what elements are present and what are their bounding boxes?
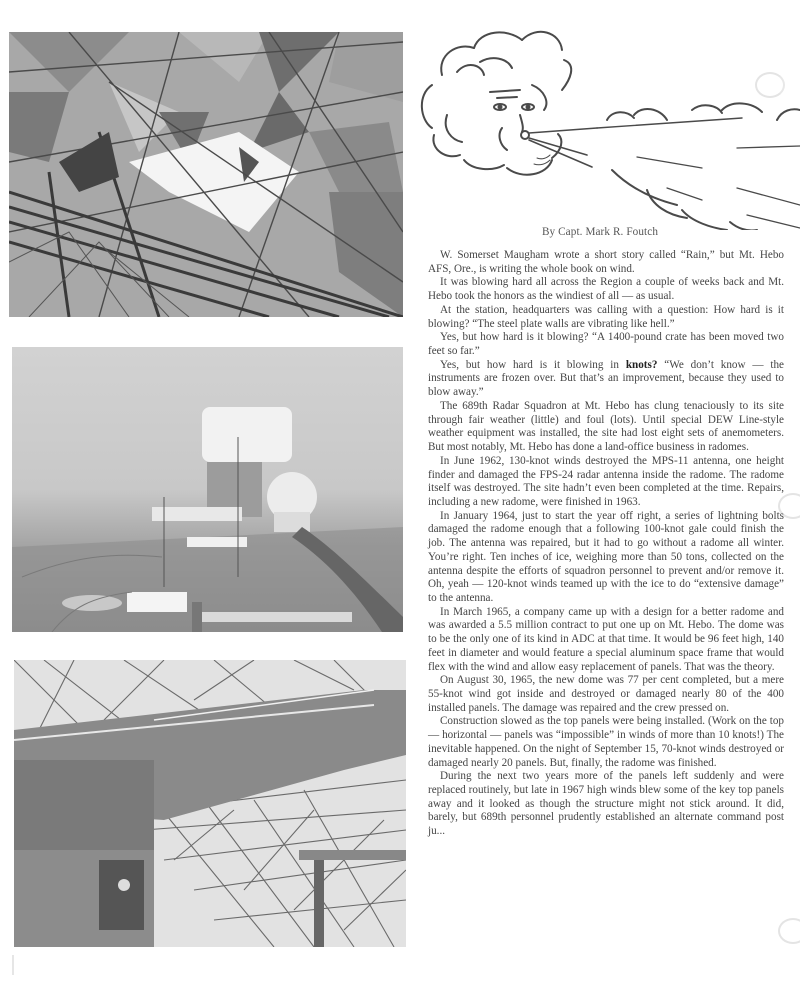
paragraph: Yes, but how hard is it blowing? “A 1400-pound crate has been moved two feet so far.” [428, 331, 784, 358]
paragraph-text: Yes, but how hard is it blowing in [440, 358, 626, 371]
paragraph: In January 1964, just to start the year off right, a series of lightning bolts damaged the radome enough that a following 100-knot gale could finish the job. The antenna was repaired, but it had to go without a radome all winter. You’re right. Ten inches of ice, weighing more than 50 tons, collected on the antenna despite the efforts of squadron personnel to prevent and/or remove it. Oh, yeah — 120-knot winds teamed up with the ice to do “extensive damage” to the antenna. [428, 509, 784, 604]
photo-collapsed-radome [14, 660, 406, 947]
radome-interior-image [9, 32, 403, 317]
collapsed-radome-image [14, 660, 406, 947]
paragraph [428, 359, 784, 400]
photo-radome-interior [9, 32, 403, 317]
paragraph: At the station, headquarters was calling with a question: How hard is it blowing? “The steel plate walls are vibrating like hell.” [428, 303, 784, 330]
paragraph: It was blowing hard all across the Region a couple of weeks back and Mt. Hebo took the honors as the windiest of all — as usual. [428, 276, 784, 303]
paragraph-text: “We don’t know — the instruments are frozen over. But that’s an improvement, because they used to blow away.” [428, 358, 784, 399]
paragraph: W. Somerset Maugham wrote a short story called “Rain,” but Mt. Hebo AFS, Ore., is writing the whole book on wind. [428, 249, 784, 275]
paragraph: Construction slowed as the top panels were being installed. (Work on the top — horizontal — panels was “impossible” in winds of more than 10 knots!) The inevitable happened. On the night of September 15, 70-knot winds destroyed or damaged nearly 20 panels. But, finally, the radome was finished. [428, 715, 784, 769]
binder-hole-bottom [778, 918, 800, 944]
article-byline: By Capt. Mark R. Foutch [541, 226, 659, 238]
scan-artifact [12, 955, 14, 975]
radar-site-image [12, 347, 403, 632]
paragraph: In June 1962, 130-knot winds destroyed the MPS-11 antenna, one height finder and damaged the FPS-24 radar antenna inside the radome. The radome itself was destroyed. The site hadn’t even been completed at the time. Repairs, including a new radome, were finished in 1963. [428, 454, 784, 508]
paragraph: The 689th Radar Squadron at Mt. Hebo has clung tenaciously to its site through fair weather (little) and foul (lots). Until special DEW Line-style weather equipment was installed, the site had lost eight sets of anemometers. But most notably, Mt. Hebo has done a land-office business in radomes. [428, 399, 784, 454]
paragraph: In March 1965, a company came up with a design for a better radome and was awarded a 5.5 million contract to put one up on Mt. Hebo. The dome was to be the only one of its kind in ADC at that time. It would be 96 feet high, 140 feet in diameter and would feature a special aluminum space frame that would flex with the wind and allow easy replacement of panels. That was the theory. [428, 605, 784, 673]
wind-cloud-illustration [412, 10, 800, 230]
article-body [428, 249, 784, 839]
paragraph: On August 30, 1965, the new dome was 77 per cent completed, but a mere 55-knot wind got inside and destroyed or damaged nearly 80 of the 400 installed panels. The damage was repaired and the crew pressed on. [428, 674, 784, 714]
paragraph: During the next two years more of the panels left suddenly and were replaced routinely, but late in 1967 high winds blew some of the key top panels away and it looked as though the structure might not stick around. It did, barely, but 689th personnel prudently established an alternate command post ju... [428, 770, 784, 838]
cloud-face-blowing-icon [412, 10, 800, 230]
photo-radar-site [12, 347, 403, 632]
binder-hole-top [755, 72, 785, 98]
emphasis-knots: knots? [625, 358, 658, 371]
